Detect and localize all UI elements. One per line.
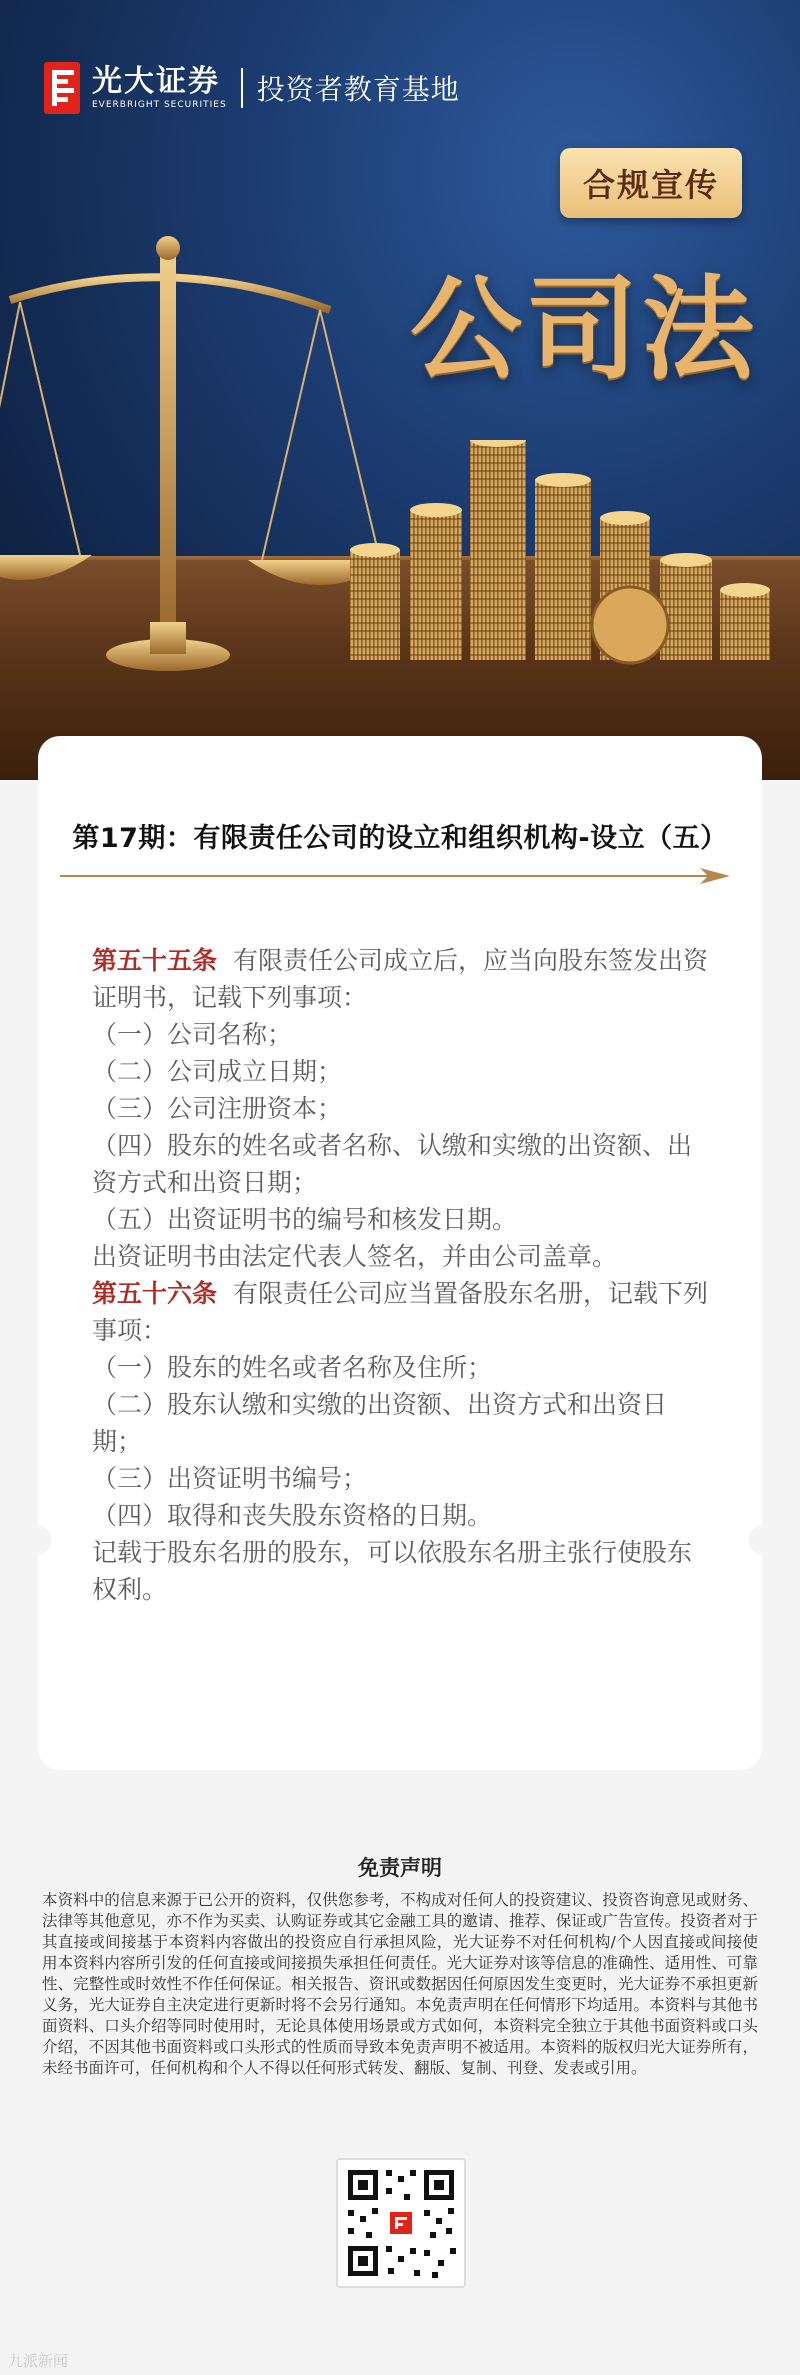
article-text: （一）股东的姓名或者名称及住所；: [92, 1353, 493, 1382]
article-item: [92, 1238, 714, 1275]
card-notch-right: [748, 1526, 776, 1554]
article-card: [38, 736, 762, 1770]
article-text: （五）出资证明书的编号和核发日期。: [92, 1205, 518, 1234]
article-item: [92, 1497, 714, 1534]
article-item: [92, 1460, 714, 1497]
coin-stacks: [330, 440, 790, 680]
article-item: [92, 1127, 714, 1201]
article-number: 第五十六条: [92, 1279, 218, 1308]
brand-name-cn: 光大证券: [92, 64, 220, 99]
article-text: （二）股东认缴和实缴的出资额、出资方式和出资日期；: [92, 1390, 668, 1456]
article-text: 记载于股东名册的股东，可以依股东名册主张行使股东权利。: [92, 1538, 693, 1604]
card-notch-left: [24, 1526, 52, 1554]
article-text: （四）股东的姓名或者名称、认缴和实缴的出资额、出资方式和出资日期；: [92, 1131, 693, 1197]
hero-title: 公司法: [410, 264, 758, 395]
article-text: （三）出资证明书编号；: [92, 1464, 368, 1493]
compliance-tag: 合规宣传: [560, 148, 742, 218]
article-clause: [92, 942, 714, 1016]
everbright-logo-icon: [44, 62, 80, 114]
article-item: [92, 1053, 714, 1090]
article-number: 第五十五条: [92, 946, 218, 975]
disclaimer-body: 本资料中的信息来源于已公开的资料，仅供您参考，不构成对任何人的投资建议、投资咨询意见或财务、法律等其他意见，亦不作为买卖、认购证券或其它金融工具的邀请、推荐、保证或广告宣传。投资者对于其直接或间接基于本资料内容做出的投资应自行承担风险，光大证券不对任何机构/个人因直接或间接使用本资料内容所引发的任何直接或间接损失承担任何责任。光大证券对该等信息的准确性、适用性、可靠性、完整性或时效性不作任何保证。相关报告、资讯或数据因任何原因发生变更时，光大证券不承担更新义务，光大证券自主决定进行更新时将不会另行通知。本免责声明在任何情形下均适用。本资料与其他书面资料、口头介绍等同时使用时，无论具体使用场景或方式如何，本资料完全独立于其他书面资料或口头介绍，不因其他书面资料或口头形式的性质而导致本免责声明不被适用。本资料的版权归光大证券所有，未经书面许可，任何机构和个人不得以任何形式转发、翻版、复制、刊登、发表或引用。: [42, 1891, 758, 2077]
article-item: [92, 1016, 714, 1053]
qr-code-icon: [338, 2160, 464, 2286]
article-item: [92, 1201, 714, 1238]
article-clause: [92, 1275, 714, 1349]
qr-code[interactable]: [336, 2158, 466, 2288]
article-text: （一）公司名称；: [92, 1020, 293, 1049]
article-item: [92, 1534, 714, 1608]
brand-logo[interactable]: [44, 62, 460, 114]
logo-divider: [241, 68, 243, 108]
brand-name: [92, 65, 227, 111]
article-content: [92, 942, 714, 1608]
hero-banner: [0, 0, 800, 780]
article-text: 有限责任公司成立后，应当向股东签发出资证明书，记载下列事项：: [92, 946, 709, 1012]
article-text: （二）公司成立日期；: [92, 1057, 343, 1086]
article-item: [92, 1386, 714, 1460]
issue-title: 第17期：有限责任公司的设立和组织机构-设立（五）: [72, 823, 728, 854]
article-text: （三）公司注册资本；: [92, 1094, 343, 1123]
article-item: [92, 1090, 714, 1127]
disclaimer-title: 免责声明: [358, 1856, 442, 1880]
article-item: [92, 1349, 714, 1386]
brand-subtitle: 投资者教育基地: [256, 73, 460, 106]
arrow-divider: [60, 864, 740, 888]
watermark: 九派新闻: [8, 2352, 69, 2370]
brand-name-en: EVERBRIGHT SECURITIES: [92, 100, 227, 110]
article-text: 出资证明书由法定代表人签名，并由公司盖章。: [92, 1242, 618, 1271]
article-text: 有限责任公司应当置备股东名册，记载下列事项：: [92, 1279, 709, 1345]
article-text: （四）取得和丧失股东资格的日期。: [92, 1501, 493, 1530]
